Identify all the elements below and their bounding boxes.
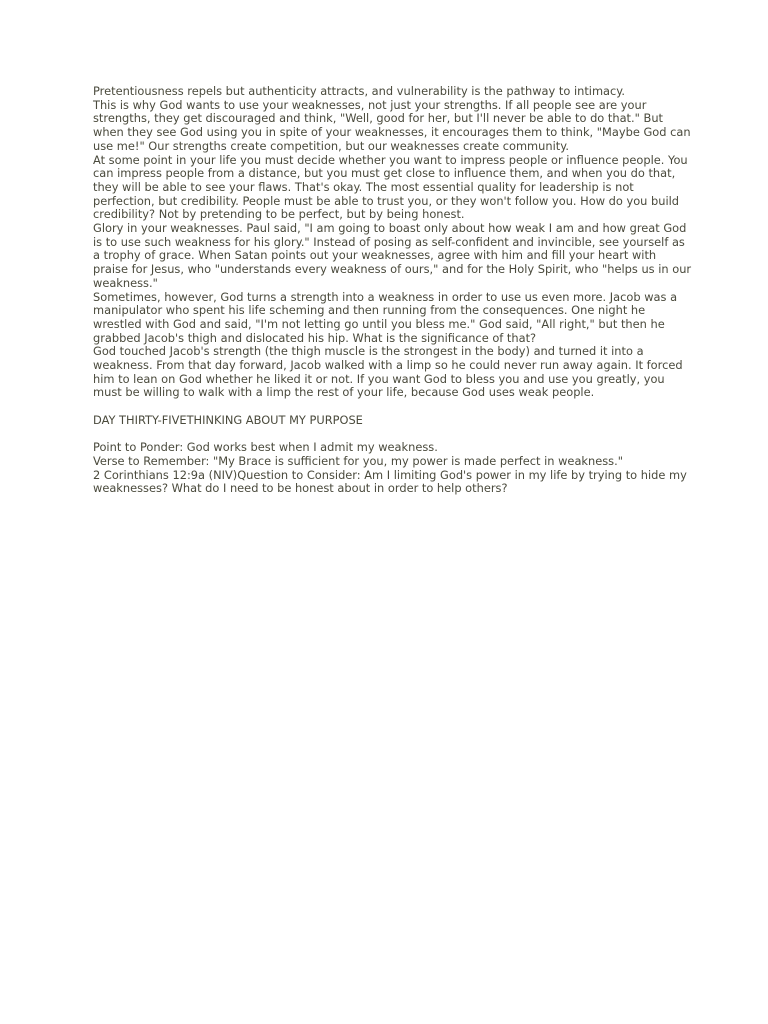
document-page: [93, 85, 693, 496]
paragraph-jacob: Sometimes, however, God turns a strength into a weakness in order to use us even more. Jacob was a manipulator who spent his life scheming and then running from the consequences. One night he wrestled with God and said, "I'm not letting go until you bless me." God said, "All right," but then he grabbed Jacob's thigh and dislocated his hip. What is the significance of that?: [93, 289, 678, 345]
question-to-consider: 2 Corinthians 12:9a (NIV)Question to Consider: Am I limiting God's power in my life by trying to hide my weaknesses? What do I need to be honest about in order to help others?: [93, 467, 687, 496]
paragraph-weaknesses: This is why God wants to use your weaknesses, not just your strengths. If all people see are your strengths, they get discouraged and think, "Well, good for her, but I'll never be able to do that." But when they see God using you in spite of your weaknesses, it encourages them to think, "Maybe God can use me!" Our strengths create competition, but our weaknesses create community.: [93, 97, 691, 153]
paragraph-glory: Glory in your weaknesses. Paul said, "I am going to boast only about how weak I am and how great God is to use such weakness for his glory." Instead of posing as self-confident and invincible, see yourself as a trophy of grace. When Satan points out your weaknesses, agree with him and fill your heart with praise for Jesus, who "understands every weakness of ours," and for the Holy Spirit, who "helps us in our weakness.": [93, 221, 692, 290]
point-to-ponder: Point to Ponder: God works best when I admit my weakness.: [93, 440, 438, 455]
paragraph-intro: Pretentiousness repels but authenticity attracts, and vulnerability is the pathway to intimacy.: [93, 84, 626, 98]
paragraph-influence: At some point in your life you must decide whether you want to impress people or influence people. You can impress people from a distance, but you must get close to influence them, and when you do that, they will be able to see your flaws. That's okay. The most essential quality for leadership is not perfection, but credibility. People must be able to trust you, or they won't follow you. How do you build credibility? Not by pretending to be perfect, but by being honest.: [93, 152, 688, 222]
verse-to-remember: Verse to Remember: "My Brace is sufficient for you, my power is made perfect in weakness.": [93, 453, 623, 468]
section-heading: DAY THIRTY-FIVETHINKING ABOUT MY PURPOSE: [93, 412, 363, 427]
paragraph-limp: God touched Jacob's strength (the thigh muscle is the strongest in the body) and turned it into a weakness. From that day forward, Jacob walked with a limp so he could never run away again. It forced him to lean on God whether he liked it or not. If you want God to bless you and use you greatly, you must be willing to walk with a limp the rest of your life, because God uses weak people.: [93, 344, 683, 400]
spacer: [93, 400, 693, 414]
spacer: [93, 428, 693, 442]
